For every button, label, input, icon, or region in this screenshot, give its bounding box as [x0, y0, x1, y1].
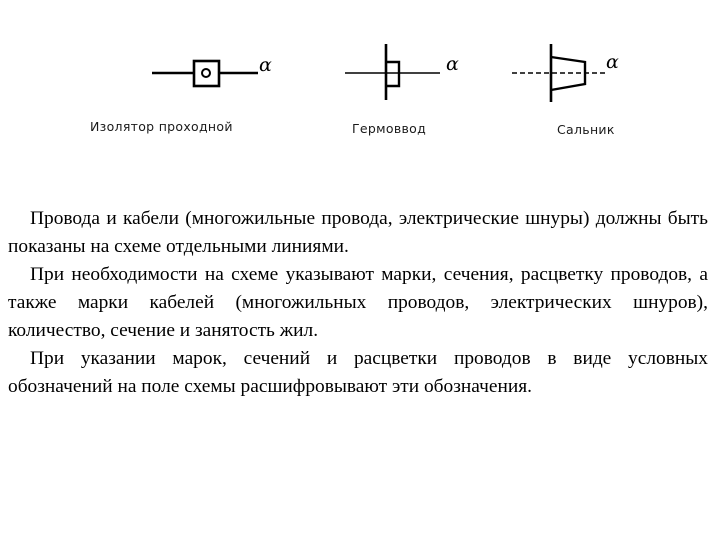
gland-symbol [512, 44, 619, 137]
leadin-bracket [386, 62, 399, 86]
insulator-circle [202, 69, 210, 77]
gland-caption: Сальник [557, 122, 615, 137]
hermetic-leadin-symbol [345, 44, 459, 136]
insulator-symbol [90, 54, 272, 134]
leadin-alpha-label: α [446, 53, 459, 75]
symbols-figure [0, 0, 720, 150]
body-text [8, 205, 708, 401]
paragraph-3: При указании марок, сечений и расцветки проводов в виде условных обозначений на поле схемы расшифровывают эти обозначения. [8, 348, 708, 397]
gland-alpha-label: α [606, 51, 619, 73]
paragraph-1: Провода и кабели (многожильные провода, электрические шнуры) должны быть показаны на схеме отдельными линиями. [8, 208, 708, 257]
insulator-alpha-label: α [259, 54, 272, 76]
insulator-caption: Изолятор проходной [90, 119, 233, 134]
leadin-caption: Гермоввод [352, 121, 427, 136]
paragraph-2: При необходимости на схеме указывают марки, сечения, расцветку проводов, а также марки кабелей (многожильных проводов, электрических шнуров), количество, сечение и занятость жил. [8, 264, 708, 341]
